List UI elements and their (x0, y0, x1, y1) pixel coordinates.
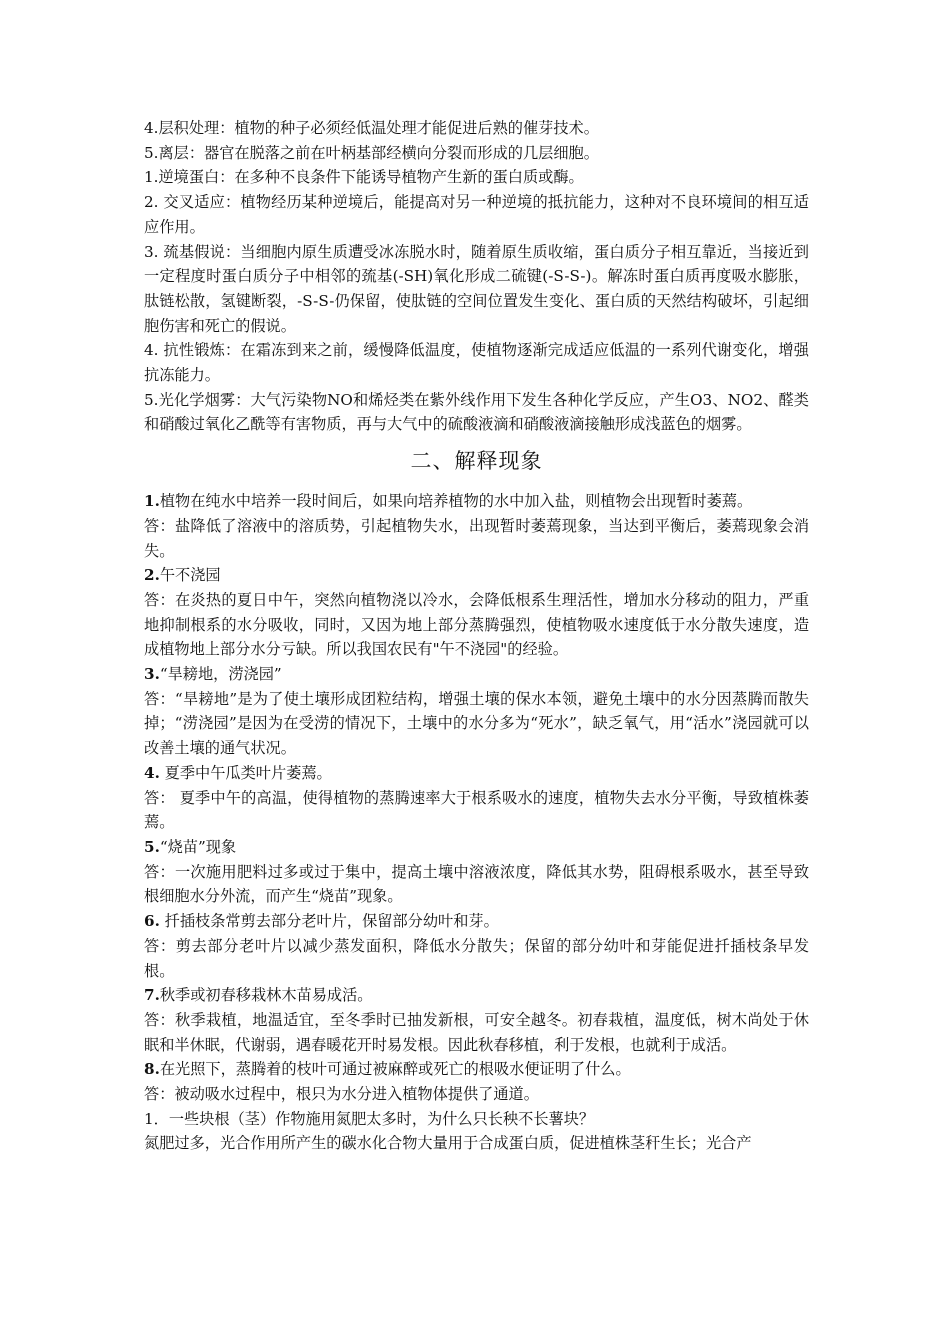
question-7 (144, 983, 809, 1008)
question-6 (144, 909, 809, 934)
question-number: 2. (144, 566, 160, 585)
definition-2-cross-adaptation: 2. 交叉适应：植物经历某种逆境后，能提高对另一种逆境的抵抗能力，这种对不良环境间的相互适应作用。 (144, 193, 809, 236)
question-number: 7. (144, 986, 160, 1005)
answer-3: 答：“旱耪地”是为了使土壤形成团粒结构，增强土壤的保水本领，避免土壤中的水分因蒸腾而散失掉；“涝浇园”是因为在受涝的情况下，土壤中的水分多为“死水”，缺乏氧气，用“活水”浇园就可以改善土壤的通气状况。 (144, 689, 809, 758)
question-8 (144, 1057, 809, 1082)
question-number: 4. (144, 763, 160, 782)
definition-1-stress-protein: 1.逆境蛋白：在多种不良条件下能诱导植物产生新的蛋白质或酶。 (144, 168, 584, 187)
section-title: 二、解释现象 (410, 449, 543, 474)
definition-4-hardening: 4. 抗性锻炼：在霜冻到来之前，缓慢降低温度，使植物逐渐完成适应低温的一系列代谢变化，增强抗冻能力。 (144, 341, 809, 385)
definition-5-photochemical-smog: 5.光化学烟雾：大气污染物NO和烯烃类在紫外线作用下发生各种化学反应，产生O3、NO2、醛类和硝酸过氧化乙酰等有害物质，再与大气中的硫酸液滴和硝酸液滴接触形成浅蓝色的烟雾。 (144, 390, 809, 434)
extra-question: 1．一些块根（茎）作物施用氮肥太多时，为什么只长秧不长薯块？ (144, 1109, 595, 1128)
question-number: 8. (144, 1060, 160, 1079)
question-4 (144, 761, 809, 786)
answer-1: 答：盐降低了溶液中的溶质势，引起植物失水，出现暂时萎蔫现象，当达到平衡后，萎蔫现象会消失。 (144, 516, 809, 560)
question-2 (144, 563, 809, 588)
answer-8: 答：被动吸水过程中，根只为水分进入植物体提供了通道。 (144, 1085, 539, 1104)
answer-6: 答：剪去部分老叶片以减少蒸发面积，降低水分散失；保留的部分幼叶和芽能促进扦插枝条早发根。 (144, 936, 809, 980)
definition-5-abscission-layer: 5.离层：器官在脱落之前在叶柄基部经横向分裂而形成的几层细胞。 (144, 143, 599, 162)
question-text: 夏季中午瓜类叶片萎蔫。 (159, 763, 332, 782)
answer-2: 答：在炎热的夏日中午，突然向植物浇以冷水，会降低根系生理活性，增加水分移动的阻力，严重地抑制根系的水分吸收，同时，又因为地上部分蒸腾强烈，使植物吸水速度低于水分散失速度，造成植物地上部分水分亏缺。所以我国农民有"午不浇园"的经验。 (144, 590, 809, 659)
question-number: 3. (144, 665, 160, 684)
question-5 (144, 835, 809, 860)
question-text: 扦插枝条常剪去部分老叶片，保留部分幼叶和芽。 (159, 912, 499, 931)
answer-5: 答：一次施用肥料过多或过于集中，提高土壤中溶液浓度，降低其水势，阻碍根系吸水，甚至导致根细胞水分外流，而产生“烧苗”现象。 (144, 862, 809, 906)
question-1 (144, 489, 809, 514)
question-number: 6. (144, 912, 160, 931)
question-text: 植物在纯水中培养一段时间后，如果向培养植物的水中加入盐，则植物会出现暂时萎蔫。 (159, 492, 753, 511)
extra-answer: 氮肥过多，光合作用所产生的碳水化合物大量用于合成蛋白质，促进植株茎秆生长；光合产 (144, 1134, 752, 1153)
answer-4: 答： 夏季中午的高温，使得植物的蒸腾速率大于根系吸水的速度，植物失去水分平衡，导致植株萎蔫。 (144, 788, 809, 832)
document-page (144, 116, 809, 1156)
definition-3-sulfhydryl-hypothesis: 3. 巯基假说：当细胞内原生质遭受冰冻脱水时，随着原生质收缩，蛋白质分子相互靠近，当接近到一定程度时蛋白质分子中相邻的巯基(-SH)氧化形成二硫键(-S-S-)。解冻时蛋白质再度吸水膨胀，肽链松散，氢键断裂，-S-S-仍保留，使肽链的空间位置发生变化、蛋白质的天然结构破坏，引起细胞伤害和死亡的假说。 (144, 242, 809, 335)
definition-4-stratification: 4.层积处理：植物的种子必须经低温处理才能促进后熟的催芽技术。 (144, 119, 599, 137)
question-number: 1. (144, 492, 160, 511)
answer-7: 答：秋季栽植，地温适宜，至冬季时已抽发新根，可安全越冬。初春栽植，温度低，树木尚处于休眠和半休眠，代谢弱，遇春暖花开时易发根。因此秋春移植，利于发根，也就利于成活。 (144, 1010, 809, 1054)
question-text: 秋季或初春移栽林木苗易成活。 (159, 986, 373, 1005)
question-text: “烧苗”现象 (159, 837, 237, 856)
question-number: 5. (144, 837, 160, 856)
question-text: “旱耪地，涝浇园” (159, 665, 282, 684)
question-text: 午不浇园 (159, 566, 221, 585)
question-3 (144, 662, 809, 687)
question-text: 在光照下，蒸腾着的枝叶可通过被麻醉或死亡的根吸水便证明了什么。 (159, 1060, 631, 1079)
